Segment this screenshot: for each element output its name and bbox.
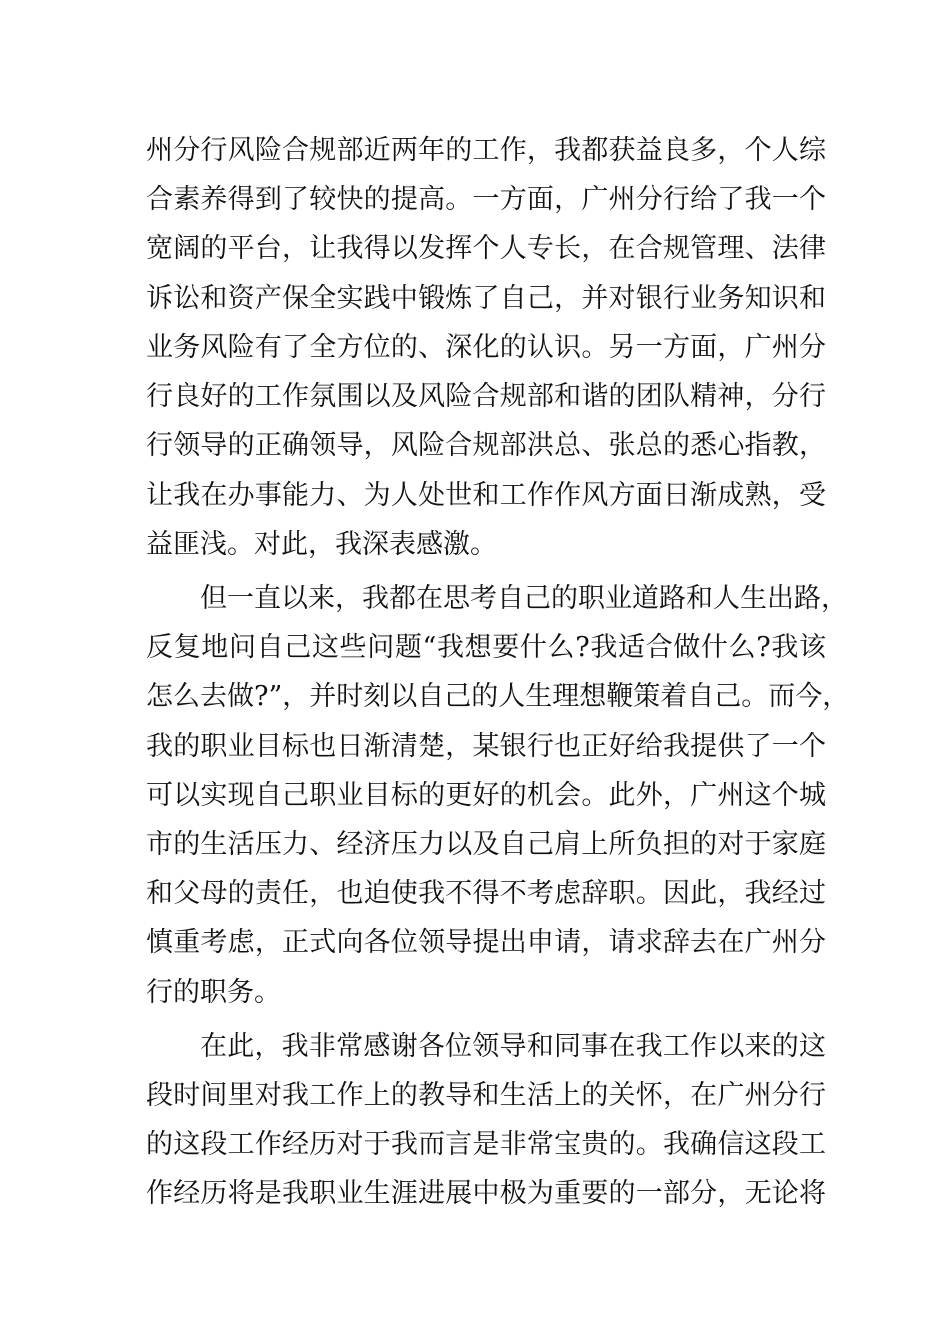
text-line-14: 可以实现自己职业目标的更好的机会。此外，广州这个城 bbox=[146, 780, 826, 811]
text-line-11: 反复地问自己这些问题“我想要什么?我适合做什么?我该 bbox=[146, 632, 826, 663]
text-line-5: 业务风险有了全方位的、深化的认识。另一方面，广州分 bbox=[146, 332, 826, 363]
text-line-8: 让我在办事能力、为人处世和工作作风方面日渐成熟，受 bbox=[146, 480, 826, 511]
text-line-10: 但一直以来，我都在思考自己的职业道路和人生出路， bbox=[200, 583, 848, 614]
text-line-4: 诉讼和资产保全实践中锻炼了自己，并对银行业务知识和 bbox=[146, 283, 826, 314]
text-line-9: 益匪浅。对此，我深表感激。 bbox=[146, 529, 497, 560]
text-line-21: 的这段工作经历对于我而言是非常宝贵的。我确信这段工 bbox=[146, 1129, 826, 1160]
text-line-20: 段时间里对我工作上的教导和生活上的关怀，在广州分行 bbox=[146, 1080, 826, 1111]
text-line-16: 和父母的责任，也迫使我不得不考虑辞职。因此，我经过 bbox=[146, 878, 826, 909]
text-line-12: 怎么去做?”，并时刻以自己的人生理想鞭策着自己。而今， bbox=[146, 681, 850, 712]
text-line-7: 行领导的正确领导，风险合规部洪总、张总的悉心指教， bbox=[146, 430, 826, 461]
text-line-6: 行良好的工作氛围以及风险合规部和谐的团队精神，分行 bbox=[146, 381, 826, 412]
text-line-17: 慎重考虑，正式向各位领导提出申请，请求辞去在广州分 bbox=[146, 927, 826, 958]
text-line-2: 合素养得到了较快的提高。一方面，广州分行给了我一个 bbox=[146, 184, 826, 215]
text-line-1: 州分行风险合规部近两年的工作，我都获益良多，个人综 bbox=[146, 135, 826, 166]
text-line-13: 我的职业目标也日渐清楚，某银行也正好给我提供了一个 bbox=[146, 731, 826, 762]
text-line-18: 行的职务。 bbox=[146, 977, 281, 1008]
text-line-3: 宽阔的平台，让我得以发挥个人专长，在合规管理、法律 bbox=[146, 233, 826, 264]
text-line-15: 市的生活压力、经济压力以及自己肩上所负担的对于家庭 bbox=[146, 829, 826, 860]
text-line-19: 在此，我非常感谢各位领导和同事在我工作以来的这 bbox=[200, 1031, 826, 1062]
text-line-22: 作经历将是我职业生涯进展中极为重要的一部分，无论将 bbox=[146, 1178, 826, 1209]
